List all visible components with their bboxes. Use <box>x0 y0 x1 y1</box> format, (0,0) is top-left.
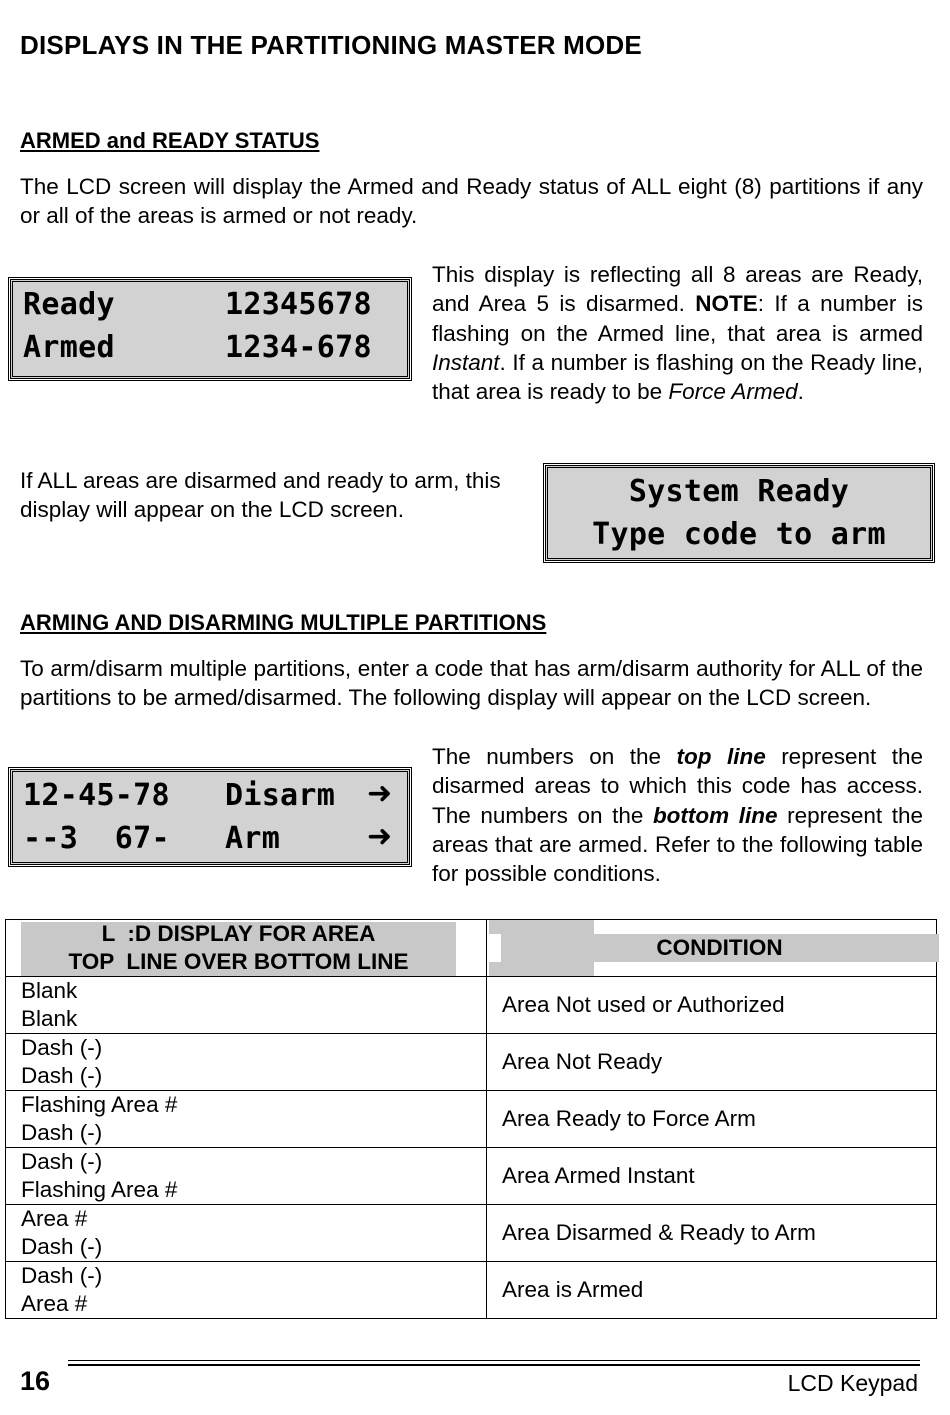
row-condition: Area Disarmed & Ready to Arm <box>487 1205 937 1262</box>
desc-text: The numbers on the <box>432 744 677 769</box>
row-bottom-line: Dash (-) <box>21 1120 103 1145</box>
table-row <box>6 1148 937 1205</box>
row-condition: Area is Armed <box>487 1262 937 1319</box>
bottom-line-term: bottom line <box>652 802 778 828</box>
force-armed-term: Force Armed <box>668 379 798 405</box>
desc-text: This display is reflecting all 8 areas are Ready, and Area 5 is disarmed. <box>432 262 923 317</box>
section-heading-armed-ready: ARMED and READY STATUS <box>20 128 320 153</box>
armed-ready-intro: The LCD screen will display the Armed and Ready status of ALL eight (8) partitions if any or all of the areas is armed or not ready. <box>20 174 923 229</box>
table-row <box>6 1262 937 1319</box>
row-condition: Area Not used or Authorized <box>487 977 937 1034</box>
header-left-line2: TOP LINE OVER BOTTOM LINE <box>68 949 409 974</box>
armed-ready-description <box>432 260 923 406</box>
row-top-line: Blank <box>21 978 78 1003</box>
lcd-display-ready-armed <box>10 279 410 379</box>
row-top-line: Flashing Area # <box>21 1092 178 1117</box>
row-top-line: Dash (-) <box>21 1035 103 1060</box>
header-left-line1: L :D DISPLAY FOR AREA <box>101 921 376 946</box>
lcd-line-armed: Armed 1234-678 <box>23 330 372 365</box>
document-name: LCD Keypad <box>787 1370 918 1396</box>
table-row <box>6 1091 937 1148</box>
top-line-term: top line <box>676 744 766 769</box>
table-row <box>6 1034 937 1091</box>
footer-rule <box>68 1364 920 1366</box>
row-bottom-line: Flashing Area # <box>21 1177 178 1202</box>
page-title: DISPLAYS IN THE PARTITIONING MASTER MODE <box>20 30 642 60</box>
table-header-right <box>487 920 937 977</box>
row-bottom-line: Blank <box>21 1006 78 1031</box>
row-top-line: Dash (-) <box>21 1263 103 1288</box>
header-condition: CONDITION <box>656 935 783 960</box>
table-row <box>6 977 937 1034</box>
row-bottom-line: Dash (-) <box>21 1234 103 1259</box>
lcd-line-type-code: Type code to arm <box>592 517 886 552</box>
row-condition: Area Not Ready <box>487 1034 937 1091</box>
desc-text: represent the areas that are armed. Refer to the following table for possible conditions. <box>432 802 923 887</box>
row-bottom-line: Area # <box>21 1291 88 1316</box>
desc-text: : If a number is flashing on the Armed line, that area is armed <box>432 291 924 346</box>
multiple-partitions-intro: To arm/disarm multiple partitions, enter a code that has arm/disarm authority for ALL of the partitions to be armed/disarmed. The following display will appear on the LCD screen. <box>20 656 923 711</box>
lcd-line-ready: Ready 12345678 <box>23 287 372 322</box>
desc-text: . <box>797 379 804 405</box>
row-condition: Area Ready to Force Arm <box>487 1091 937 1148</box>
note-label: NOTE <box>695 291 758 317</box>
lcd-line-arm: --3 67- Arm <box>23 821 281 856</box>
row-top-line: Dash (-) <box>21 1149 103 1174</box>
section-heading-multiple-partitions: ARMING AND DISARMING MULTIPLE PARTITIONS <box>20 610 547 635</box>
arrow-right-icon: ➜ <box>367 819 393 854</box>
instant-term: Instant <box>432 349 500 375</box>
footer-rule <box>68 1360 920 1361</box>
lcd-display-disarm-arm <box>10 769 410 865</box>
table-row <box>6 1205 937 1262</box>
row-bottom-line: Dash (-) <box>21 1063 103 1088</box>
row-condition: Area Armed Instant <box>487 1148 937 1205</box>
row-top-line: Area # <box>21 1206 88 1231</box>
page-number: 16 <box>20 1366 51 1396</box>
arrow-right-icon: ➜ <box>367 776 393 811</box>
table-header-left <box>6 920 487 977</box>
table-header-row <box>6 920 937 977</box>
desc-text: . If a number is flashing on the Ready line, that area is ready to be <box>432 349 923 405</box>
lcd-display-system-ready <box>545 465 933 561</box>
lcd-line-disarm: 12-45-78 Disarm <box>23 778 336 813</box>
desc-text: represent the disarmed areas to which this code has access. The numbers on the <box>432 744 923 828</box>
lcd-lines-description <box>432 742 923 888</box>
conditions-table <box>5 919 937 1319</box>
lcd-line-system-ready: System Ready <box>628 474 850 509</box>
all-disarmed-text: If ALL areas are disarmed and ready to arm, this display will appear on the LCD screen. <box>20 468 501 523</box>
